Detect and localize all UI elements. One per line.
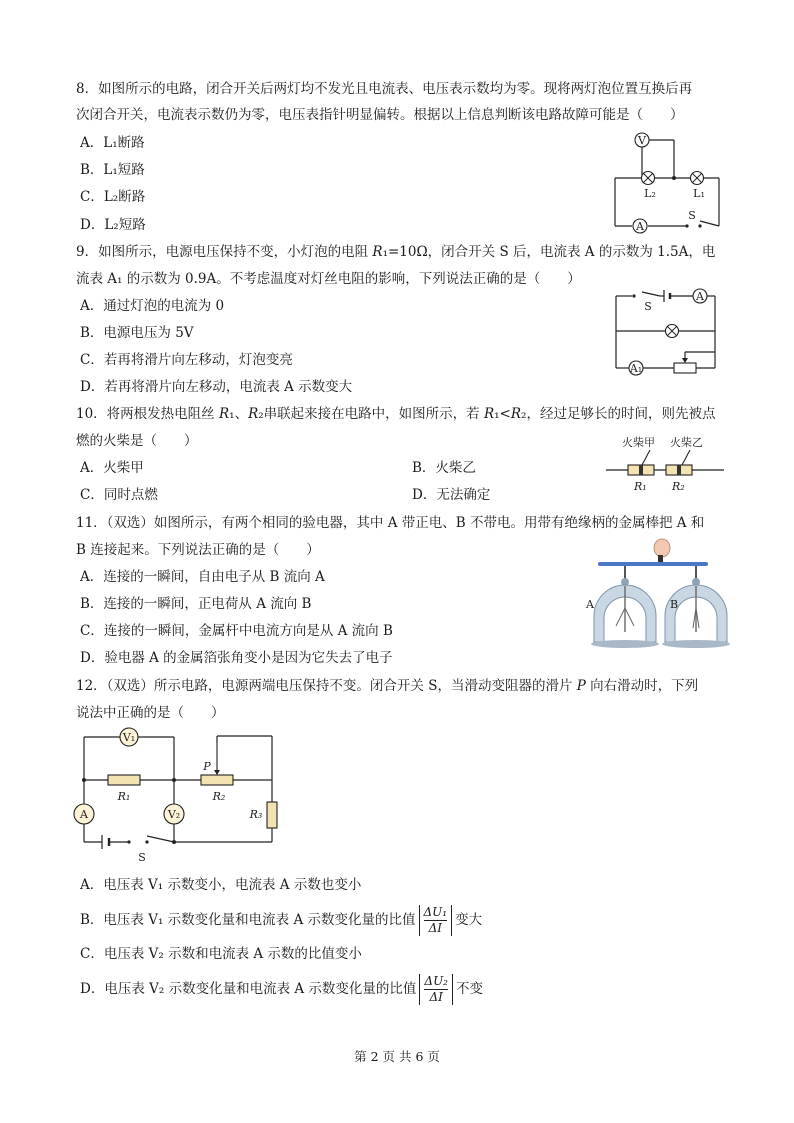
q8-stem-line2: 次闭合开关，电流表示数仍为零，电压表指针明显偏转。根据以上信息判断该电路故障可能是（ ） (76, 107, 684, 123)
ratio-d-denominator: ΔI (429, 990, 443, 1004)
switch-s (685, 209, 701, 228)
q9-option-a: A．通过灯泡的电流为 0 (80, 298, 225, 314)
q10-stem1e: ₂，经过足够长的时间，则先被点 (521, 406, 716, 422)
resistor-r1 (108, 775, 140, 803)
q10-option-b: B．火柴乙 (412, 460, 476, 476)
ratio-b-numerator: ΔU₁ (423, 905, 448, 919)
battery (664, 290, 670, 302)
q12-ratio-d (419, 974, 453, 1005)
voltmeter-label: V (638, 134, 646, 147)
ammeter-a1-label: A₁ (629, 362, 643, 375)
ammeter-a (693, 289, 707, 303)
metal-rod (598, 562, 708, 566)
q12-stem1b: 向右滑动时，下列 (585, 678, 699, 694)
q10-r-symbol-1: R (218, 406, 230, 422)
resistor-r1-label: R₁ (634, 480, 647, 493)
q12-option-b (80, 905, 482, 936)
ammeter-a (74, 804, 94, 824)
q9-stem1b: ₁=10Ω，闭合开关 S 后，电流表 A 的示数为 1.5A，电 (382, 244, 716, 260)
q10-r-symbol-2: R (248, 406, 259, 422)
q11-stem-line2: B 连接起来。下列说法正确的是（ ） (76, 542, 320, 558)
q8-option-c: C．L₂断路 (80, 189, 146, 205)
resistor-r1-label: R₁ (117, 790, 131, 803)
q8-option-b: B．L₁短路 (80, 162, 145, 178)
q9-option-c: C．若再将滑片向左移动，灯泡变亮 (80, 352, 293, 368)
q11-option-c: C．连接的一瞬间，金属杆中电流方向是从 A 流向 B (80, 623, 393, 639)
resistor-r2-label: R₂ (672, 480, 685, 493)
match-yi-label: 火柴乙 (670, 436, 703, 449)
match-jia-stick (642, 450, 650, 465)
switch-label: S (644, 300, 652, 313)
switch-label: S (688, 209, 696, 222)
rheostat (674, 358, 696, 373)
q8-option-d: D．L₂短路 (80, 217, 146, 233)
resistor-r3-label: R₃ (249, 808, 263, 821)
q9-option-d: D．若再将滑片向左移动，电流表 A 示数变大 (80, 379, 353, 395)
q10-r-symbol-4: R (510, 406, 522, 422)
q9-stem1a: 9．如图所示，电源电压保持不变，小灯泡的电阻 (76, 244, 373, 260)
q10-r-symbol-3: R (483, 406, 495, 422)
ratio-d-numerator: ΔU₂ (424, 974, 448, 988)
q12-ratio-b (419, 905, 453, 936)
battery (102, 835, 109, 849)
q10-stem1b: ₁、 (229, 406, 249, 422)
junction-dot (172, 840, 176, 844)
q12-stem-line1 (76, 677, 698, 695)
ratio-b-denominator: ΔI (428, 921, 442, 935)
rheostat-r2-label: R₂ (212, 790, 226, 803)
voltmeter-v2-label: V₂ (167, 808, 181, 821)
ammeter-label: A (636, 220, 644, 233)
q10-stem1a: 10．将两根发热电阻丝 (76, 406, 219, 422)
q11-option-d: D．验电器 A 的金属箔张角变小是因为它失去了电子 (80, 650, 393, 666)
page-footer: 第 2 页 共 6 页 (354, 1049, 440, 1064)
match-yi-head (677, 465, 681, 475)
q10-option-a: A．火柴甲 (80, 460, 144, 476)
match-jia-label: 火柴甲 (622, 436, 655, 449)
q12-circuit-diagram (74, 724, 284, 864)
q11-option-a: A．连接的一瞬间，自由电子从 B 流向 A (80, 569, 325, 585)
voltmeter-v2 (164, 804, 184, 824)
match-jia-head (639, 465, 643, 475)
q10-stem-line2: 燃的火柴是（ ） (76, 433, 198, 449)
q12-option-c: C．电压表 V₂ 示数和电流表 A 示数的比值变小 (80, 946, 362, 962)
lamp-l1 (691, 172, 705, 201)
q10-option-c: C．同时点燃 (80, 487, 158, 503)
q8-option-a: A．L₁断路 (80, 135, 145, 151)
q11-stem-line1: 11．（双选）如图所示，有两个相同的验电器，其中 A 带正电、B 不带电。用带有绝缘柄的金属棒把 A 和 (76, 515, 705, 531)
electroscope-a (591, 566, 659, 648)
voltmeter-v1-label: V₁ (122, 731, 136, 744)
q10-circuit-diagram (606, 432, 726, 496)
q9-option-b: B．电源电压为 5V (80, 325, 194, 341)
slider-p-label: P (203, 760, 211, 773)
electroscope-b-label: B (670, 598, 679, 611)
lamp-l2-label: L₂ (644, 187, 656, 200)
q9-r-symbol: R (372, 244, 383, 260)
lamp-l1-label: L₁ (693, 187, 705, 200)
junction-dot (82, 778, 86, 782)
q12-option-d-tail: 不变 (456, 981, 483, 997)
match-yi-stick (682, 450, 690, 465)
ammeter-a-label: A (696, 290, 704, 303)
junction-dot (172, 778, 176, 782)
q9-stem-line2: 流表 A₁ 的示数为 0.9A。不考虑温度对灯丝电阻的影响，下列说法正确的是（ ） (76, 271, 581, 287)
lamp-l2 (642, 172, 656, 201)
rheostat-r2 (201, 743, 233, 803)
q12-option-b-text: B．电压表 V₁ 示数变化量和电流表 A 示数变化量的比值 (80, 912, 416, 928)
switch-s (127, 840, 148, 864)
voltmeter (635, 133, 649, 147)
electroscope-a-label: A (586, 598, 594, 611)
switch-label: S (138, 851, 146, 864)
q12-stem1a: 12．（双选）所示电路，电源两端电压保持不变。闭合开关 S，当滑动变阻器的滑片 (76, 678, 577, 694)
q10-stem-line1 (76, 405, 715, 423)
q11-option-b: B．连接的一瞬间，正电荷从 A 流向 B (80, 596, 312, 612)
junction-dot (672, 176, 676, 180)
hand-icon (654, 539, 670, 563)
ammeter-a1 (629, 361, 643, 375)
q10-stem1c: ₂串联起来接在电路中，如图所示，若 (258, 406, 484, 422)
q12-option-d (80, 974, 483, 1005)
resistor-r3 (249, 802, 277, 828)
q9-stem-line1 (76, 243, 715, 261)
switch-s (632, 294, 651, 313)
ammeter (633, 219, 647, 233)
q12-option-d-text: D．电压表 V₂ 示数变化量和电流表 A 示数变化量的比值 (80, 981, 417, 997)
q12-p-symbol: P (576, 678, 586, 694)
q12-option-b-tail: 变大 (455, 912, 483, 928)
q10-option-d: D．无法确定 (412, 487, 491, 503)
ammeter-a-label: A (80, 808, 88, 821)
q12-option-a: A．电压表 V₁ 示数变小，电流表 A 示数也变小 (80, 877, 362, 893)
voltmeter-v1 (120, 728, 138, 746)
q8-stem-line1: 8．如图所示的电路，闭合开关后两灯均不发光且电流表、电压表示数均为零。现将两灯泡位置互换后再 (76, 81, 693, 97)
q9-circuit-diagram (612, 286, 722, 381)
lamp (666, 325, 679, 338)
q10-stem1d: ₁< (494, 406, 511, 422)
q8-circuit-diagram (612, 130, 722, 233)
q12-stem-line2: 说法中正确的是（ ） (76, 705, 225, 721)
q11-electroscope-figure (580, 538, 730, 648)
